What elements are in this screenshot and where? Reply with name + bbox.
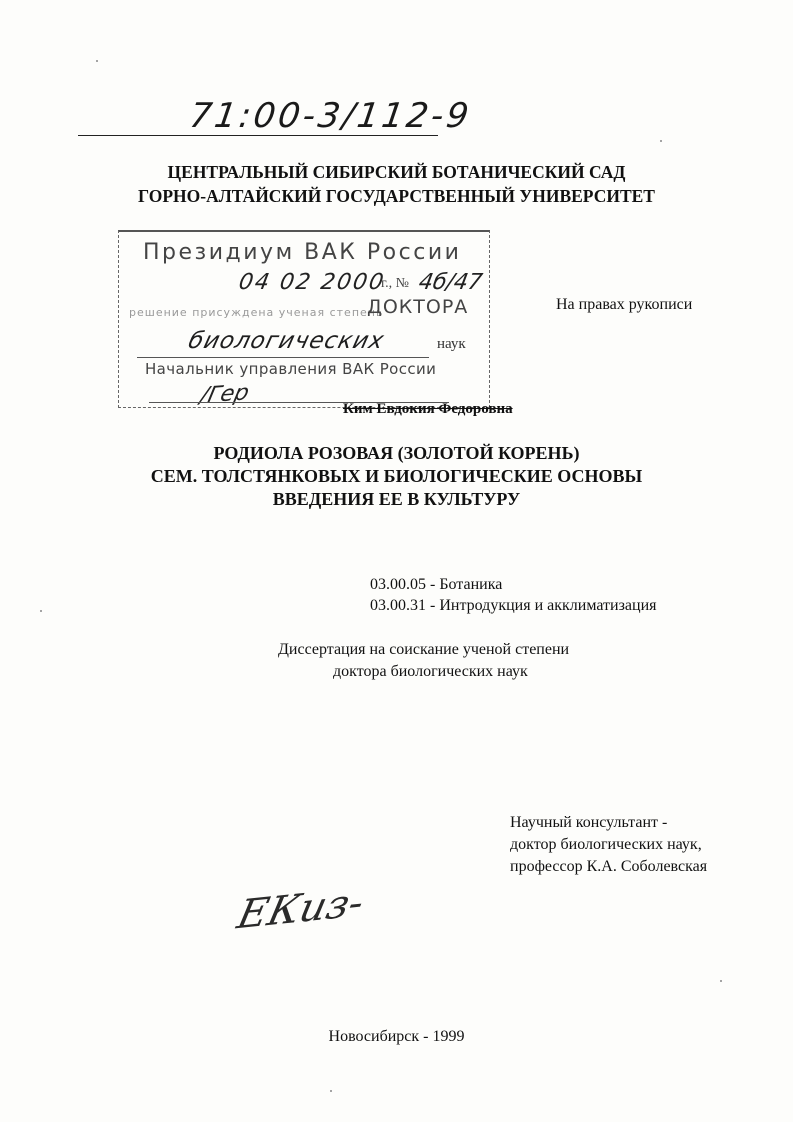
consultant-line-3: профессор К.А. Соболевская bbox=[510, 858, 708, 875]
stamp-number-label: г., № bbox=[381, 276, 410, 291]
city-year: Новосибирск - 1999 bbox=[328, 1028, 465, 1045]
stamp-field-underline bbox=[137, 357, 429, 358]
title-line-3: ВВЕДЕНИЯ ЕЕ В КУЛЬТУРУ bbox=[272, 489, 521, 509]
stamp-faded-line: решение присуждена ученая степень bbox=[129, 306, 384, 319]
vak-stamp bbox=[118, 230, 490, 408]
stamp-date: 04 02 2000 bbox=[236, 270, 388, 295]
scan-speck bbox=[720, 980, 722, 982]
scan-speck bbox=[40, 610, 42, 612]
consultant-line-2: доктор биологических наук, bbox=[510, 836, 702, 853]
handwritten-signature: ЕКиз- bbox=[233, 879, 369, 939]
specialty-botany: 03.00.05 - Ботаника bbox=[370, 576, 503, 593]
title-line-2: СЕМ. ТОЛСТЯНКОВЫХ И БИОЛОГИЧЕСКИЕ ОСНОВЫ bbox=[150, 466, 643, 486]
catalog-code: 71:00-3/112-9 bbox=[187, 96, 474, 136]
rights-note: На правах рукописи bbox=[556, 296, 693, 313]
specialty-introduction: 03.00.31 - Интродукция и акклиматизация bbox=[370, 597, 657, 614]
title-line-1: РОДИОЛА РОЗОВАЯ (ЗОЛОТОЙ КОРЕНЬ) bbox=[213, 443, 580, 463]
scan-speck bbox=[330, 1090, 332, 1092]
stamp-nauk: наук bbox=[437, 336, 466, 352]
institution-line-1: ЦЕНТРАЛЬНЫЙ СИБИРСКИЙ БОТАНИЧЕСКИЙ САД bbox=[167, 162, 626, 182]
dissertation-line-2: доктора биологических наук bbox=[333, 663, 528, 680]
stamp-degree: ДОКТОРА bbox=[367, 296, 469, 318]
stamp-head-label: Начальник управления ВАК России bbox=[145, 360, 437, 378]
stamp-signature: /Гер bbox=[197, 380, 252, 409]
stamp-title: Президиум ВАК России bbox=[143, 240, 462, 265]
dissertation-line-1: Диссертация на соискание ученой степени bbox=[278, 641, 570, 658]
scan-speck bbox=[96, 60, 98, 62]
stamp-field: биологических bbox=[185, 328, 388, 354]
catalog-underline bbox=[78, 135, 438, 136]
institution-line-2: ГОРНО-АЛТАЙСКИЙ ГОСУДАРСТВЕННЫЙ УНИВЕРСИТЕТ bbox=[138, 186, 655, 206]
scan-speck bbox=[660, 140, 662, 142]
author-name: Ким Евдокия Федоровна bbox=[343, 401, 513, 417]
stamp-number: 4б/47 bbox=[416, 270, 485, 295]
consultant-line-1: Научный консультант - bbox=[510, 814, 668, 831]
